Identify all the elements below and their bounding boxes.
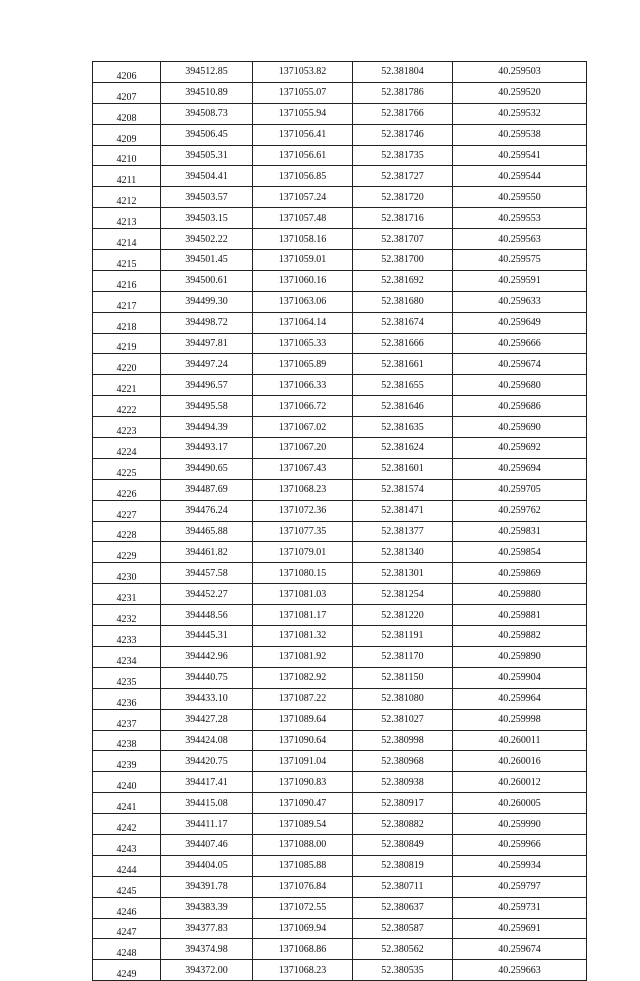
x-coordinate-cell: 394504.41 [161, 166, 253, 187]
point-number-cell: 4232 [93, 605, 161, 626]
table-row [93, 479, 587, 500]
point-number-cell: 4237 [93, 709, 161, 730]
x-coordinate-cell: 394501.45 [161, 250, 253, 271]
y-coordinate-cell: 1371065.89 [253, 354, 353, 375]
latitude-cell: 52.381786 [353, 82, 453, 103]
table-row [93, 354, 587, 375]
x-coordinate-cell: 394411.17 [161, 814, 253, 835]
longitude-cell: 40.259691 [453, 918, 587, 939]
point-number-cell: 4207 [93, 82, 161, 103]
y-coordinate-cell: 1371056.41 [253, 124, 353, 145]
point-number-cell: 4220 [93, 354, 161, 375]
x-coordinate-cell: 394493.17 [161, 438, 253, 459]
x-coordinate-cell: 394503.15 [161, 208, 253, 229]
table-row [93, 709, 587, 730]
longitude-cell: 40.259591 [453, 270, 587, 291]
latitude-cell: 52.381254 [353, 584, 453, 605]
y-coordinate-cell: 1371080.15 [253, 563, 353, 584]
table-row [93, 730, 587, 751]
x-coordinate-cell: 394496.57 [161, 375, 253, 396]
y-coordinate-cell: 1371091.04 [253, 751, 353, 772]
y-coordinate-cell: 1371066.72 [253, 396, 353, 417]
y-coordinate-cell: 1371067.20 [253, 438, 353, 459]
latitude-cell: 52.381680 [353, 291, 453, 312]
longitude-cell: 40.259690 [453, 417, 587, 438]
table-row [93, 103, 587, 124]
point-number-cell: 4235 [93, 667, 161, 688]
x-coordinate-cell: 394417.41 [161, 772, 253, 793]
point-number-cell: 4218 [93, 312, 161, 333]
table-row [93, 375, 587, 396]
point-number-cell: 4223 [93, 417, 161, 438]
y-coordinate-cell: 1371072.36 [253, 500, 353, 521]
x-coordinate-cell: 394505.31 [161, 145, 253, 166]
latitude-cell: 52.381735 [353, 145, 453, 166]
table-row [93, 250, 587, 271]
x-coordinate-cell: 394494.39 [161, 417, 253, 438]
table-row [93, 229, 587, 250]
point-number-cell: 4229 [93, 542, 161, 563]
latitude-cell: 52.381471 [353, 500, 453, 521]
table-row [93, 563, 587, 584]
longitude-cell: 40.259694 [453, 458, 587, 479]
table-row [93, 312, 587, 333]
longitude-cell: 40.259692 [453, 438, 587, 459]
longitude-cell: 40.259674 [453, 354, 587, 375]
point-number-cell: 4225 [93, 458, 161, 479]
y-coordinate-cell: 1371056.85 [253, 166, 353, 187]
x-coordinate-cell: 394440.75 [161, 667, 253, 688]
latitude-cell: 52.380917 [353, 793, 453, 814]
latitude-cell: 52.381150 [353, 667, 453, 688]
point-number-cell: 4245 [93, 876, 161, 897]
point-number-cell: 4209 [93, 124, 161, 145]
y-coordinate-cell: 1371058.16 [253, 229, 353, 250]
longitude-cell: 40.260012 [453, 772, 587, 793]
latitude-cell: 52.381720 [353, 187, 453, 208]
y-coordinate-cell: 1371081.17 [253, 605, 353, 626]
latitude-cell: 52.380587 [353, 918, 453, 939]
y-coordinate-cell: 1371066.33 [253, 375, 353, 396]
point-number-cell: 4226 [93, 479, 161, 500]
table-row [93, 772, 587, 793]
point-number-cell: 4212 [93, 187, 161, 208]
longitude-cell: 40.259904 [453, 667, 587, 688]
latitude-cell: 52.381191 [353, 626, 453, 647]
coordinates-table-body [93, 62, 587, 981]
latitude-cell: 52.380938 [353, 772, 453, 793]
point-number-cell: 4239 [93, 751, 161, 772]
y-coordinate-cell: 1371055.94 [253, 103, 353, 124]
table-row [93, 646, 587, 667]
y-coordinate-cell: 1371077.35 [253, 521, 353, 542]
x-coordinate-cell: 394404.05 [161, 855, 253, 876]
y-coordinate-cell: 1371089.54 [253, 814, 353, 835]
x-coordinate-cell: 394490.65 [161, 458, 253, 479]
longitude-cell: 40.259880 [453, 584, 587, 605]
latitude-cell: 52.381601 [353, 458, 453, 479]
point-number-cell: 4240 [93, 772, 161, 793]
point-number-cell: 4222 [93, 396, 161, 417]
x-coordinate-cell: 394487.69 [161, 479, 253, 500]
latitude-cell: 52.381027 [353, 709, 453, 730]
longitude-cell: 40.259550 [453, 187, 587, 208]
table-row [93, 918, 587, 939]
latitude-cell: 52.380637 [353, 897, 453, 918]
longitude-cell: 40.259731 [453, 897, 587, 918]
table-row [93, 542, 587, 563]
x-coordinate-cell: 394442.96 [161, 646, 253, 667]
point-number-cell: 4215 [93, 250, 161, 271]
y-coordinate-cell: 1371067.43 [253, 458, 353, 479]
x-coordinate-cell: 394503.57 [161, 187, 253, 208]
x-coordinate-cell: 394452.27 [161, 584, 253, 605]
point-number-cell: 4233 [93, 626, 161, 647]
latitude-cell: 52.380535 [353, 960, 453, 981]
y-coordinate-cell: 1371068.86 [253, 939, 353, 960]
point-number-cell: 4216 [93, 270, 161, 291]
longitude-cell: 40.259563 [453, 229, 587, 250]
longitude-cell: 40.260011 [453, 730, 587, 751]
x-coordinate-cell: 394427.28 [161, 709, 253, 730]
longitude-cell: 40.259797 [453, 876, 587, 897]
latitude-cell: 52.380849 [353, 834, 453, 855]
x-coordinate-cell: 394465.88 [161, 521, 253, 542]
table-row [93, 793, 587, 814]
y-coordinate-cell: 1371088.00 [253, 834, 353, 855]
y-coordinate-cell: 1371085.88 [253, 855, 353, 876]
y-coordinate-cell: 1371057.24 [253, 187, 353, 208]
longitude-cell: 40.259538 [453, 124, 587, 145]
latitude-cell: 52.381766 [353, 103, 453, 124]
x-coordinate-cell: 394445.31 [161, 626, 253, 647]
x-coordinate-cell: 394374.98 [161, 939, 253, 960]
latitude-cell: 52.380819 [353, 855, 453, 876]
table-row [93, 960, 587, 981]
point-number-cell: 4231 [93, 584, 161, 605]
longitude-cell: 40.259882 [453, 626, 587, 647]
longitude-cell: 40.259831 [453, 521, 587, 542]
latitude-cell: 52.381674 [353, 312, 453, 333]
x-coordinate-cell: 394506.45 [161, 124, 253, 145]
table-row [93, 751, 587, 772]
x-coordinate-cell: 394497.24 [161, 354, 253, 375]
latitude-cell: 52.380998 [353, 730, 453, 751]
table-row [93, 605, 587, 626]
y-coordinate-cell: 1371072.55 [253, 897, 353, 918]
y-coordinate-cell: 1371057.48 [253, 208, 353, 229]
x-coordinate-cell: 394498.72 [161, 312, 253, 333]
latitude-cell: 52.381574 [353, 479, 453, 500]
x-coordinate-cell: 394433.10 [161, 688, 253, 709]
table-row [93, 521, 587, 542]
longitude-cell: 40.259854 [453, 542, 587, 563]
latitude-cell: 52.381716 [353, 208, 453, 229]
table-row [93, 834, 587, 855]
x-coordinate-cell: 394383.39 [161, 897, 253, 918]
y-coordinate-cell: 1371079.01 [253, 542, 353, 563]
y-coordinate-cell: 1371069.94 [253, 918, 353, 939]
table-row [93, 270, 587, 291]
point-number-cell: 4210 [93, 145, 161, 166]
y-coordinate-cell: 1371067.02 [253, 417, 353, 438]
y-coordinate-cell: 1371059.01 [253, 250, 353, 271]
y-coordinate-cell: 1371068.23 [253, 960, 353, 981]
y-coordinate-cell: 1371064.14 [253, 312, 353, 333]
latitude-cell: 52.381655 [353, 375, 453, 396]
longitude-cell: 40.260005 [453, 793, 587, 814]
table-row [93, 208, 587, 229]
latitude-cell: 52.381646 [353, 396, 453, 417]
table-row [93, 939, 587, 960]
table-row [93, 500, 587, 521]
latitude-cell: 52.381707 [353, 229, 453, 250]
latitude-cell: 52.380562 [353, 939, 453, 960]
table-row [93, 584, 587, 605]
table-row [93, 166, 587, 187]
longitude-cell: 40.259998 [453, 709, 587, 730]
longitude-cell: 40.259503 [453, 62, 587, 83]
x-coordinate-cell: 394476.24 [161, 500, 253, 521]
table-row [93, 667, 587, 688]
y-coordinate-cell: 1371089.64 [253, 709, 353, 730]
longitude-cell: 40.259649 [453, 312, 587, 333]
longitude-cell: 40.259633 [453, 291, 587, 312]
x-coordinate-cell: 394497.81 [161, 333, 253, 354]
longitude-cell: 40.259964 [453, 688, 587, 709]
longitude-cell: 40.259532 [453, 103, 587, 124]
latitude-cell: 52.381661 [353, 354, 453, 375]
point-number-cell: 4234 [93, 646, 161, 667]
latitude-cell: 52.381301 [353, 563, 453, 584]
latitude-cell: 52.381666 [353, 333, 453, 354]
y-coordinate-cell: 1371076.84 [253, 876, 353, 897]
y-coordinate-cell: 1371081.03 [253, 584, 353, 605]
x-coordinate-cell: 394500.61 [161, 270, 253, 291]
x-coordinate-cell: 394372.00 [161, 960, 253, 981]
latitude-cell: 52.381170 [353, 646, 453, 667]
longitude-cell: 40.259881 [453, 605, 587, 626]
latitude-cell: 52.380711 [353, 876, 453, 897]
y-coordinate-cell: 1371063.06 [253, 291, 353, 312]
longitude-cell: 40.259541 [453, 145, 587, 166]
point-number-cell: 4243 [93, 834, 161, 855]
longitude-cell: 40.259890 [453, 646, 587, 667]
coordinates-table [92, 61, 587, 981]
table-row [93, 876, 587, 897]
table-row [93, 62, 587, 83]
table-row [93, 82, 587, 103]
table-row [93, 417, 587, 438]
point-number-cell: 4221 [93, 375, 161, 396]
point-number-cell: 4247 [93, 918, 161, 939]
longitude-cell: 40.259666 [453, 333, 587, 354]
point-number-cell: 4242 [93, 814, 161, 835]
longitude-cell: 40.259520 [453, 82, 587, 103]
y-coordinate-cell: 1371056.61 [253, 145, 353, 166]
table-row [93, 145, 587, 166]
y-coordinate-cell: 1371090.47 [253, 793, 353, 814]
latitude-cell: 52.381746 [353, 124, 453, 145]
x-coordinate-cell: 394407.46 [161, 834, 253, 855]
x-coordinate-cell: 394512.85 [161, 62, 253, 83]
y-coordinate-cell: 1371090.83 [253, 772, 353, 793]
table-row [93, 688, 587, 709]
point-number-cell: 4230 [93, 563, 161, 584]
y-coordinate-cell: 1371090.64 [253, 730, 353, 751]
y-coordinate-cell: 1371068.23 [253, 479, 353, 500]
longitude-cell: 40.260016 [453, 751, 587, 772]
y-coordinate-cell: 1371055.07 [253, 82, 353, 103]
table-row [93, 291, 587, 312]
point-number-cell: 4241 [93, 793, 161, 814]
point-number-cell: 4227 [93, 500, 161, 521]
y-coordinate-cell: 1371081.92 [253, 646, 353, 667]
point-number-cell: 4211 [93, 166, 161, 187]
table-row [93, 897, 587, 918]
table-row [93, 396, 587, 417]
point-number-cell: 4213 [93, 208, 161, 229]
longitude-cell: 40.259705 [453, 479, 587, 500]
point-number-cell: 4217 [93, 291, 161, 312]
latitude-cell: 52.381635 [353, 417, 453, 438]
latitude-cell: 52.381700 [353, 250, 453, 271]
point-number-cell: 4238 [93, 730, 161, 751]
point-number-cell: 4249 [93, 960, 161, 981]
x-coordinate-cell: 394510.89 [161, 82, 253, 103]
longitude-cell: 40.259663 [453, 960, 587, 981]
table-row [93, 187, 587, 208]
table-row [93, 124, 587, 145]
x-coordinate-cell: 394499.30 [161, 291, 253, 312]
y-coordinate-cell: 1371081.32 [253, 626, 353, 647]
longitude-cell: 40.259575 [453, 250, 587, 271]
point-number-cell: 4214 [93, 229, 161, 250]
table-row [93, 458, 587, 479]
longitude-cell: 40.259544 [453, 166, 587, 187]
x-coordinate-cell: 394424.08 [161, 730, 253, 751]
x-coordinate-cell: 394420.75 [161, 751, 253, 772]
y-coordinate-cell: 1371087.22 [253, 688, 353, 709]
table-row [93, 855, 587, 876]
x-coordinate-cell: 394457.58 [161, 563, 253, 584]
x-coordinate-cell: 394508.73 [161, 103, 253, 124]
y-coordinate-cell: 1371053.82 [253, 62, 353, 83]
latitude-cell: 52.381080 [353, 688, 453, 709]
longitude-cell: 40.259990 [453, 814, 587, 835]
y-coordinate-cell: 1371065.33 [253, 333, 353, 354]
point-number-cell: 4244 [93, 855, 161, 876]
x-coordinate-cell: 394495.58 [161, 396, 253, 417]
point-number-cell: 4228 [93, 521, 161, 542]
point-number-cell: 4224 [93, 438, 161, 459]
table-row [93, 626, 587, 647]
table-row [93, 438, 587, 459]
longitude-cell: 40.259934 [453, 855, 587, 876]
latitude-cell: 52.380882 [353, 814, 453, 835]
latitude-cell: 52.381624 [353, 438, 453, 459]
table-row [93, 814, 587, 835]
point-number-cell: 4248 [93, 939, 161, 960]
x-coordinate-cell: 394502.22 [161, 229, 253, 250]
latitude-cell: 52.380968 [353, 751, 453, 772]
longitude-cell: 40.259869 [453, 563, 587, 584]
x-coordinate-cell: 394391.78 [161, 876, 253, 897]
point-number-cell: 4236 [93, 688, 161, 709]
latitude-cell: 52.381692 [353, 270, 453, 291]
latitude-cell: 52.381340 [353, 542, 453, 563]
longitude-cell: 40.259966 [453, 834, 587, 855]
x-coordinate-cell: 394448.56 [161, 605, 253, 626]
longitude-cell: 40.259686 [453, 396, 587, 417]
table-row [93, 333, 587, 354]
latitude-cell: 52.381804 [353, 62, 453, 83]
longitude-cell: 40.259762 [453, 500, 587, 521]
point-number-cell: 4208 [93, 103, 161, 124]
x-coordinate-cell: 394377.83 [161, 918, 253, 939]
x-coordinate-cell: 394415.08 [161, 793, 253, 814]
longitude-cell: 40.259553 [453, 208, 587, 229]
point-number-cell: 4219 [93, 333, 161, 354]
y-coordinate-cell: 1371060.16 [253, 270, 353, 291]
point-number-cell: 4246 [93, 897, 161, 918]
latitude-cell: 52.381220 [353, 605, 453, 626]
longitude-cell: 40.259674 [453, 939, 587, 960]
longitude-cell: 40.259680 [453, 375, 587, 396]
latitude-cell: 52.381377 [353, 521, 453, 542]
y-coordinate-cell: 1371082.92 [253, 667, 353, 688]
point-number-cell: 4206 [93, 62, 161, 83]
x-coordinate-cell: 394461.82 [161, 542, 253, 563]
latitude-cell: 52.381727 [353, 166, 453, 187]
